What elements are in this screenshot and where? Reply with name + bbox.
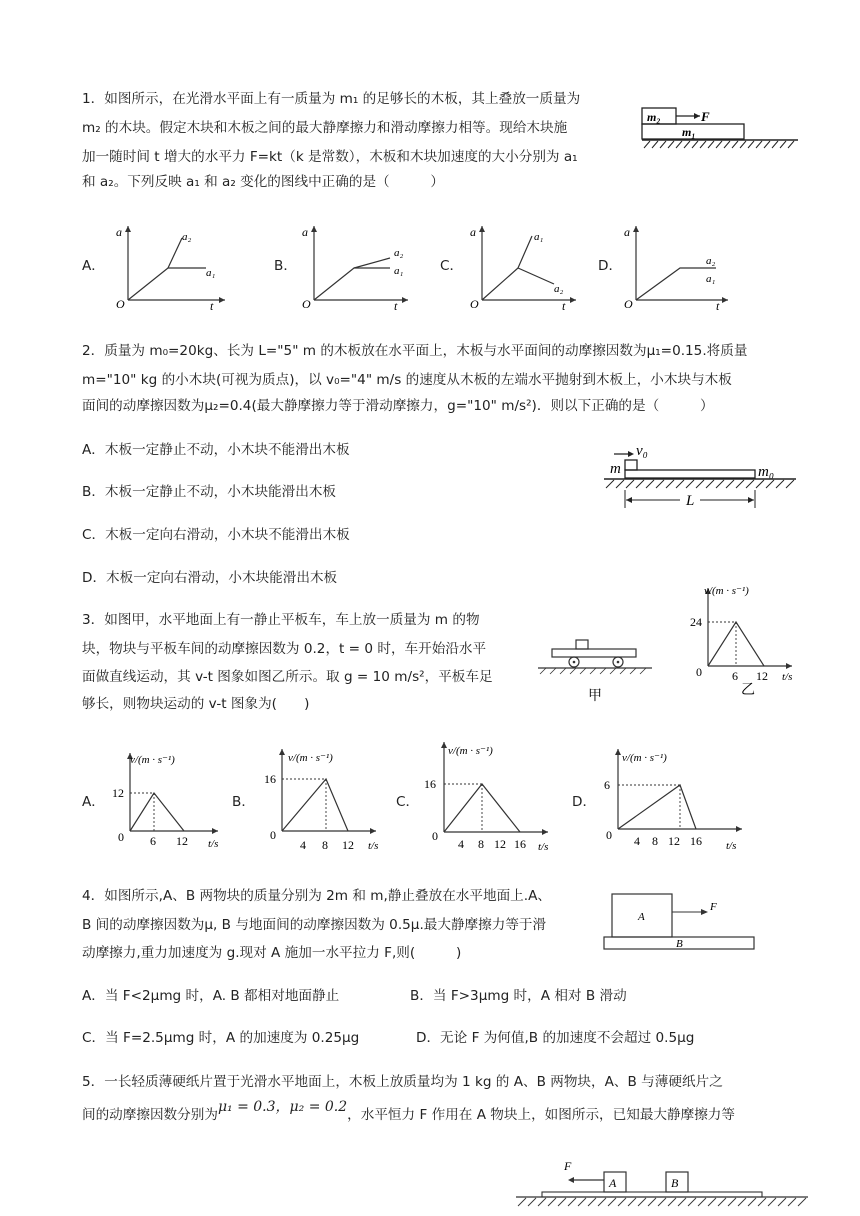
q4-option-d: D．无论 F 为何值,B 的加速度不会超过 0.5μg <box>416 1030 695 1046</box>
q3-line-2: 块，物块与平板车间的动摩擦因数为 0.2，t = 0 时，车开始沿水平 <box>82 641 487 657</box>
svg-text:v/(m · s⁻¹): v/(m · s⁻¹) <box>130 754 175 766</box>
q1-option-b-graph <box>298 222 418 310</box>
svg-text:a: a <box>624 225 630 239</box>
svg-text:F: F <box>710 901 717 913</box>
q5-line-2 <box>82 1099 735 1125</box>
q1-line-1: 1．如图所示，在光滑水平面上有一质量为 m₁ 的足够长的木板，其上叠放一质量为 <box>82 91 581 107</box>
q3-option-b-label: B． <box>232 794 255 810</box>
svg-text:t: t <box>394 299 398 310</box>
svg-text:12: 12 <box>342 838 354 850</box>
q3-option-c-label: C． <box>396 794 420 810</box>
q1-option-b-label: B． <box>274 258 297 274</box>
svg-text:8: 8 <box>322 838 328 850</box>
q4-line-1: 4．如图所示,A、B 两物块的质量分别为 2m 和 m,静止叠放在水平地面上.A、 <box>82 888 551 904</box>
svg-text:4: 4 <box>634 834 640 848</box>
q1-option-a-graph <box>110 222 230 310</box>
q3-option-c-graph <box>420 738 560 850</box>
q2-line-1: 2．质量为 m₀=20kg、长为 L="5" m 的木板放在水平面上，木板与水平面间的动摩擦因数为μ₁=0.15.将质量 <box>82 343 748 359</box>
svg-text:12: 12 <box>494 837 506 850</box>
svg-text:v/(m · s⁻¹): v/(m · s⁻¹) <box>704 585 749 597</box>
q5-setup-figure <box>512 1154 812 1214</box>
svg-text:24: 24 <box>690 615 702 629</box>
svg-text:A: A <box>609 1176 617 1190</box>
svg-text:6: 6 <box>604 778 610 792</box>
q3-option-b-graph <box>258 745 388 850</box>
q3-option-d-graph <box>596 745 756 853</box>
q2-option-a: A．木板一定静止不动，小木块不能滑出木板 <box>82 442 350 458</box>
svg-text:L: L <box>686 493 695 509</box>
svg-text:t: t <box>716 299 720 310</box>
q3-line-3: 面做直线运动，其 v-t 图象如图乙所示。取 g = 10 m/s²，平板车足 <box>82 669 493 685</box>
svg-text:12: 12 <box>176 834 188 848</box>
svg-text:a₁: a₁ <box>394 265 404 277</box>
q1-line-2: m₂ 的木块。假定木块和木板之间的最大静摩擦力和滑动摩擦力相等。现给木块施 <box>82 120 568 136</box>
q3-option-d-label: D． <box>572 794 597 810</box>
svg-text:a₂: a₂ <box>554 283 564 295</box>
q2-option-c: C．木板一定向右滑动，小木块不能滑出木板 <box>82 527 350 543</box>
q2-setup-figure <box>600 442 800 514</box>
svg-text:A: A <box>638 911 645 923</box>
svg-text:a₂: a₂ <box>706 255 716 267</box>
svg-text:a: a <box>302 225 308 239</box>
svg-text:8: 8 <box>478 837 484 850</box>
svg-text:B: B <box>671 1176 679 1190</box>
q1-line-3: 加一随时间 t 增大的水平力 F=kt（k 是常数），木板和木块加速度的大小分别为 a₁ <box>82 149 578 165</box>
q1-setup-figure <box>638 104 803 152</box>
q5-mu-formula: μ₁ = 0.3，μ₂ = 0.2 <box>217 1099 348 1115</box>
svg-text:t/s: t/s <box>726 840 737 852</box>
q3-yi-graph <box>690 580 802 696</box>
svg-text:v₀: v₀ <box>636 443 648 459</box>
svg-text:a₁: a₁ <box>706 273 716 285</box>
q1-option-a-label: A． <box>82 258 105 274</box>
svg-text:B: B <box>676 938 683 950</box>
svg-text:m₂: m₂ <box>647 110 661 124</box>
q3-line-1: 3．如图甲，水平地面上有一静止平板车，车上放一质量为 m 的物 <box>82 612 480 628</box>
svg-text:t/s: t/s <box>538 841 549 850</box>
svg-text:F: F <box>701 109 710 124</box>
q2-option-d: D．木板一定向右滑动，小木块能滑出木板 <box>82 570 338 586</box>
svg-text:a₁: a₁ <box>206 267 216 279</box>
svg-text:O: O <box>116 297 125 310</box>
svg-text:v/(m · s⁻¹): v/(m · s⁻¹) <box>288 752 333 764</box>
q4-option-c: C．当 F=2.5μmg 时，A 的加速度为 0.25μg <box>82 1030 360 1046</box>
svg-text:t: t <box>562 299 566 310</box>
svg-text:a: a <box>116 225 122 239</box>
svg-text:0: 0 <box>432 829 438 843</box>
svg-text:m₀: m₀ <box>758 464 775 480</box>
q4-option-a: A．当 F<2μmg 时，A. B 都相对地面静止 <box>82 988 340 1004</box>
svg-text:0: 0 <box>606 828 612 842</box>
svg-text:t: t <box>210 299 214 310</box>
svg-text:O: O <box>302 297 311 310</box>
q1-line-4: 和 a₂。下列反映 a₁ 和 a₂ 变化的图线中正确的是（ ） <box>82 174 445 190</box>
svg-text:6: 6 <box>150 834 156 848</box>
svg-text:甲: 甲 <box>588 689 602 704</box>
svg-text:O: O <box>470 297 479 310</box>
svg-text:16: 16 <box>514 837 526 850</box>
svg-text:12: 12 <box>668 834 680 848</box>
svg-text:4: 4 <box>458 837 464 850</box>
svg-text:m₁: m₁ <box>682 125 696 139</box>
svg-text:8: 8 <box>652 834 658 848</box>
svg-text:4: 4 <box>300 838 306 850</box>
q5-line-1: 5．一长轻质薄硬纸片置于光滑水平地面上，木板上放质量均为 1 kg 的 A、B 两物块，A、B 与薄硬纸片之 <box>82 1074 723 1090</box>
q4-blocks-figure <box>600 890 760 952</box>
q1-option-c-label: C． <box>440 258 464 274</box>
q5-line-2-start: 间的动摩擦因数分别为 <box>82 1107 218 1123</box>
svg-text:0: 0 <box>270 828 276 842</box>
svg-text:t/s: t/s <box>782 671 793 683</box>
svg-text:6: 6 <box>732 669 738 683</box>
svg-text:a₂: a₂ <box>394 247 404 259</box>
q2-line-3: 面间的动摩擦因数为μ₂=0.4(最大静摩擦力等于滑动摩擦力，g="10" m/s²)．则以下正确的是（ ） <box>82 398 714 414</box>
q1-option-d-label: D． <box>598 258 623 274</box>
svg-text:12: 12 <box>112 786 124 800</box>
q3-line-4: 够长，则物块运动的 v-t 图象为( ) <box>82 696 310 712</box>
svg-text:O: O <box>624 297 633 310</box>
q2-option-b: B．木板一定静止不动，小木块能滑出木板 <box>82 484 337 500</box>
q4-option-b: B．当 F>3μmg 时，A 相对 B 滑动 <box>410 988 627 1004</box>
svg-text:16: 16 <box>690 834 702 848</box>
q3-option-a-label: A． <box>82 794 105 810</box>
svg-text:a: a <box>470 225 476 239</box>
svg-text:t/s: t/s <box>208 838 219 850</box>
svg-text:乙: 乙 <box>741 683 755 696</box>
svg-text:12: 12 <box>756 669 768 683</box>
svg-text:a₁: a₁ <box>534 231 544 243</box>
q1-option-d-graph <box>620 222 740 310</box>
q3-cart-figure <box>536 632 656 706</box>
q3-option-a-graph <box>110 745 228 850</box>
q5-line-2-end: ，水平恒力 F 作用在 A 物块上，如图所示，已知最大静摩擦力等 <box>347 1107 735 1123</box>
q1-option-c-graph <box>466 222 586 310</box>
svg-text:16: 16 <box>264 772 276 786</box>
svg-text:t/s: t/s <box>368 840 379 850</box>
svg-text:m: m <box>610 461 621 477</box>
svg-text:F: F <box>564 1159 572 1173</box>
svg-text:v/(m · s⁻¹): v/(m · s⁻¹) <box>622 752 667 764</box>
q2-line-2: m="10" kg 的小木块(可视为质点)，以 v₀="4" m/s 的速度从木板的左端水平抛射到木板上，小木块与木板 <box>82 372 732 388</box>
q4-line-3: 动摩擦力,重力加速度为 g.现对 A 施加一水平拉力 F,则( ) <box>82 945 462 961</box>
svg-text:v/(m · s⁻¹): v/(m · s⁻¹) <box>448 745 493 757</box>
svg-text:0: 0 <box>118 830 124 844</box>
svg-text:0: 0 <box>696 665 702 679</box>
svg-text:a₂: a₂ <box>182 231 192 243</box>
svg-text:16: 16 <box>424 777 436 791</box>
q4-line-2: B 间的动摩擦因数为μ, B 与地面间的动摩擦因数为 0.5μ.最大静摩擦力等于滑 <box>82 917 547 933</box>
